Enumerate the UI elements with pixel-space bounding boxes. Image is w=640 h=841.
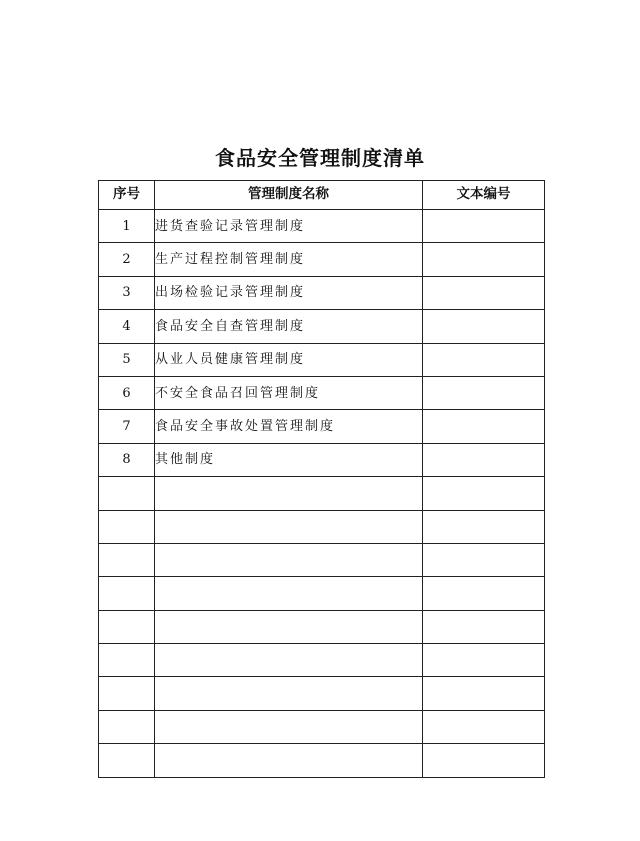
document-code-cell (423, 310, 545, 343)
serial-number-cell (99, 610, 155, 643)
document-code-cell (423, 677, 545, 710)
regulation-name-cell (155, 477, 423, 510)
serial-number-cell (99, 644, 155, 677)
table-row (99, 410, 545, 443)
document-code-cell (423, 577, 545, 610)
serial-number-cell (99, 744, 155, 777)
serial-number-cell: 4 (99, 310, 155, 343)
document-code-cell (423, 410, 545, 443)
table-row (99, 210, 545, 243)
table-row (99, 477, 545, 510)
table-row (99, 577, 545, 610)
regulation-list-table (98, 180, 545, 778)
regulation-name-cell (155, 710, 423, 743)
serial-number-cell (99, 477, 155, 510)
table-row (99, 310, 545, 343)
document-code-cell (423, 543, 545, 576)
serial-number-cell: 8 (99, 443, 155, 476)
document-code-cell (423, 644, 545, 677)
table-row (99, 744, 545, 777)
table-row (99, 677, 545, 710)
table-row (99, 376, 545, 409)
table-row (99, 276, 545, 309)
regulation-name-cell (155, 744, 423, 777)
regulation-name-cell (155, 610, 423, 643)
regulation-name-cell: 食品安全事故处置管理制度 (155, 410, 423, 443)
table-row (99, 610, 545, 643)
serial-number-cell: 6 (99, 376, 155, 409)
table-row (99, 443, 545, 476)
regulation-name-cell (155, 543, 423, 576)
serial-number-cell: 1 (99, 210, 155, 243)
serial-number-cell (99, 577, 155, 610)
regulation-name-cell: 出场检验记录管理制度 (155, 276, 423, 309)
header-row (99, 181, 545, 210)
serial-number-cell: 5 (99, 343, 155, 376)
header-regulation-name: 管理制度名称 (155, 181, 423, 210)
regulation-name-cell (155, 510, 423, 543)
regulation-name-cell (155, 677, 423, 710)
regulation-name-cell: 不安全食品召回管理制度 (155, 376, 423, 409)
document-code-cell (423, 376, 545, 409)
regulation-name-cell: 进货查验记录管理制度 (155, 210, 423, 243)
serial-number-cell (99, 543, 155, 576)
regulation-name-cell: 食品安全自查管理制度 (155, 310, 423, 343)
document-code-cell (423, 610, 545, 643)
regulation-name-cell: 从业人员健康管理制度 (155, 343, 423, 376)
document-title: 食品安全管理制度清单 (215, 146, 425, 170)
regulation-name-cell (155, 644, 423, 677)
table-row (99, 510, 545, 543)
document-code-cell (423, 477, 545, 510)
document-code-cell (423, 276, 545, 309)
table-row (99, 710, 545, 743)
document-code-cell (423, 744, 545, 777)
document-code-cell (423, 710, 545, 743)
document-code-cell (423, 210, 545, 243)
header-serial-number: 序号 (99, 181, 155, 210)
table-body (99, 210, 545, 778)
serial-number-cell: 3 (99, 276, 155, 309)
regulation-name-cell (155, 577, 423, 610)
table-row (99, 343, 545, 376)
serial-number-cell: 2 (99, 243, 155, 276)
table-header (99, 181, 545, 210)
serial-number-cell (99, 710, 155, 743)
regulation-name-cell: 其他制度 (155, 443, 423, 476)
document-code-cell (423, 243, 545, 276)
document-code-cell (423, 443, 545, 476)
table-row (99, 644, 545, 677)
document-code-cell (423, 510, 545, 543)
regulation-name-cell: 生产过程控制管理制度 (155, 243, 423, 276)
header-document-code: 文本编号 (423, 181, 545, 210)
serial-number-cell (99, 677, 155, 710)
document-code-cell (423, 343, 545, 376)
serial-number-cell: 7 (99, 410, 155, 443)
table-row (99, 243, 545, 276)
serial-number-cell (99, 510, 155, 543)
table-row (99, 543, 545, 576)
